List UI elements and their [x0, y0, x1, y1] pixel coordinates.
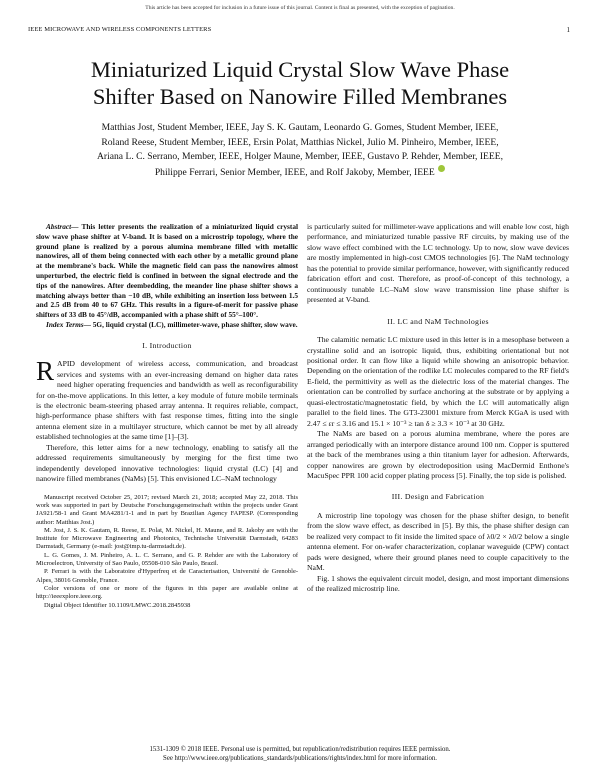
author-line-2 — [30, 136, 570, 151]
title-line-1: Miniaturized Liquid Crystal Slow Wave Phase — [90, 57, 510, 82]
intro-paragraph-1 — [36, 356, 298, 443]
footnote-affiliation-1: M. Jost, J. S. K. Gautam, R. Reese, E. Polat, M. Nickel, H. Maune, and R. Jakoby are with the Institute for Microwave Engineering and Photonics, Technische Universität Darmstadt, 64283 Darmstadt, Germany (e-mail: jost@imp.tu-darmstadt.de). — [36, 526, 298, 551]
journal-running-head: IEEE MICROWAVE AND WIRELESS COMPONENTS LETTERS — [28, 26, 212, 33]
copyright-footer — [0, 745, 600, 763]
intro-continuation: is particularly suited for millimeter-wave applications and will enable low cost, high performance, and miniaturized tunable passive RF circuits, by making use of the slow wave effect combined with the LC technology. Up to now, slow wave devices are mostly implemented in high-cost CMOS technologies [6]. The NaM technology has the potential to provide similar performance, however, with significantly reduced fabrication effort and cost. Therefore, as proof-of-concept of this technology, a continuously tunable LC–NaM slow wave transmission line phase shifter is presented at V-band. — [307, 222, 569, 305]
footnote-color-versions: Color versions of one or more of the figures in this paper are available online at http://ieeexplore.ieee.org. — [36, 584, 298, 601]
design-paragraph-2: Fig. 1 shows the equivalent circuit model, design, and most important dimensions of the realized microstrip line. — [307, 573, 569, 594]
author-line-4-text: Philippe Ferrari, Senior Member, IEEE, and Rolf Jakoby, Member, IEEE — [154, 166, 435, 178]
author-line-4 — [30, 165, 570, 181]
lc-nam-paragraph-1: The calamitic nematic LC mixture used in this letter is in a mesophase between a crystalline solid and an isotropic liquid, thus, exhibiting orientational but not positional order. It can flow like a liquid while showing an anisotropic behavior. Depending on the orientation of the rodlike LC molecules compared to the RF field's E-field, the permittivity as well as the dielectric loss of the material changes. The orientation can be controlled by surface anchoring at the substrate or by applying a quasi-electrostatic/magnetostatic field, by which the LC will automatically align parallel to the field lines. The GT3-23001 mixture from Merck KGaA is used with 2.47 ≤ εr ≤ 3.16 and 15.1 × 10⁻³ ≥ tan δ ≥ 3.3 × 10⁻³ at 30 GHz. — [307, 335, 569, 428]
acceptance-note: This article has been accepted for inclusion in a future issue of this journal. Content is final as presented, with the exception of pagination. — [145, 5, 455, 11]
author-line-3-text: Ariana L. C. Serrano, Member, IEEE, Holger Maune, Member, IEEE, Gustavo P. Rehder, Member, IEEE, — [96, 151, 504, 163]
rights-link[interactable]: See http://www.ieee.org/publications_standards/publications/rights/index.html for more information. — [163, 755, 437, 762]
author-line-3 — [30, 150, 570, 165]
intro-paragraph-2: Therefore, this letter aims for a new technology, enabling to satisfy all the addressed requirements simultaneously by merging for the first time two independently developed innovative technologies: liquid crystal (LC) [4] and nanowire filled membranes (NaMs) [5]. This envisioned LC–NaM technology — [36, 442, 298, 484]
section-heading-design: III. Design and Fabrication — [391, 492, 485, 502]
section-heading-introduction: I. Introduction — [142, 340, 192, 350]
abstract — [36, 222, 298, 320]
title-line-2: Shifter Based on Nanowire Filled Membranes — [92, 84, 508, 109]
left-column — [36, 222, 298, 610]
author-line-2-text: Roland Reese, Student Member, IEEE, Ersin Polat, Matthias Nickel, Julio M. Pinheiro, Member, IEEE, — [101, 136, 499, 148]
footnotes — [36, 494, 298, 610]
dropcap: R — [36, 356, 55, 387]
section-heading-lc-nam: II. LC and NaM Technologies — [387, 316, 489, 326]
abstract-lead: Abstract — [46, 222, 72, 231]
footnote-affiliation-2: L. G. Gomes, J. M. Pinheiro, A. L. C. Serrano, and G. P. Rehder are with the Laboratory of Microelectron, University of Sao Paulo, 05508-010 São Paulo, Brazil. — [36, 551, 298, 568]
page-number: 1 — [566, 26, 570, 34]
author-list — [30, 121, 570, 180]
copyright-line: 1531-1309 © 2018 IEEE. Personal use is permitted, but republication/redistribution requires IEEE permission. — [149, 746, 451, 753]
intro-paragraph-1-text: APID development of wireless access, communication, and broadcast services and systems with an ever-increasing demand on higher data rates need higher operating frequencies and bandwidth as well as reconfigurability for on-the-move applications. In this letter, a key module of future mobile terminals is the electronic beam-steering phased array antenna. It requires reliable, compact, high-performance phase shifters with fast response times, fitting into the single antenna element size in a multilayer structure, which cannot be met by all already established technologies at the same time [1]–[3]. — [36, 359, 298, 442]
lc-nam-paragraph-2: The NaMs are based on a porous alumina membrane, where the pores are arranged periodically with an interpore distance around 100 nm. Copper is sputtered at the back of the membranes using a thin titanium layer for adhesion. Afterwards, copper nanowires are grown by electrodeposition using MacDermid Enthone's MacuSpec PPR 100 acid copper plating process [5]. Finally, the top side is polished. — [307, 429, 569, 480]
right-column — [307, 222, 569, 595]
author-line-1-text: Matthias Jost, Student Member, IEEE, Jay S. K. Gautam, Leonardo G. Gomes, Student Member, IEEE, — [101, 122, 499, 133]
author-line-1 — [30, 121, 570, 136]
abstract-text: — This letter presents the realization of a miniaturized liquid crystal slow wave phase shifter at V-band. It is based on a microstrip topology, where the ground plane is realized by a porous alumina membrane filled with metallic nanowires, all of them being connected with each other by a metallic ground plane at the membrane's back. While the magnetic field can pass the nanowires almost unperturbed, the electric field is confined in between the signal electrode and the tips of the nanowires. After deembedding, the meander line phase shifter shows a matching always better than −10 dB, while exhibiting an insertion loss between 1.5 and 2.5 dB from 40 to 67 GHz. This results in a figure-of-merit for passive phase shifters of 33 dB to 45°/dB, accompanied with a phase shift of 55°–100°. — [36, 222, 298, 320]
index-terms — [36, 320, 298, 330]
index-terms-lead: Index Terms — [46, 319, 84, 329]
footnote-affiliation-3: P. Ferrari is with the Laboratoire d'Hyperfreq et de Caracterisation, Université de Grenoble-Alpes, 38016 Grenoble, France. — [36, 568, 298, 584]
design-paragraph-1: A microstrip line topology was chosen for the phase shifter design, to benefit from the slow wave effect, as described in [5]. By this, the phase shifter design can be realized very compact to fit inside the limited space of λ0/2 × λ0/2 below a single antenna element. For on-wafer characterization, coplanar waveguide (CPW) contact pads were designed, where their ground planes need to couple capacitively to the NaM. — [307, 510, 569, 573]
footnote-manuscript: Manuscript received October 25, 2017; revised March 21, 2018; accepted May 22, 2018. This work was supported in part by Deutsche Forschungsgemeinschaft within the projects under Grant JA921/58-1 and Grant MA4281/1-1 and in part by Brazilian Agency FAPESP. (Corresponding author: Matthias Jost.) — [36, 493, 298, 526]
footnote-doi: Digital Object Identifier 10.1109/LMWC.2018.2845938 — [44, 601, 191, 609]
paper-title — [30, 56, 570, 110]
index-terms-text: — 5G, liquid crystal (LC), millimeter-wave, phase shifter, slow wave. — [83, 319, 298, 329]
orcid-icon[interactable] — [438, 165, 445, 172]
